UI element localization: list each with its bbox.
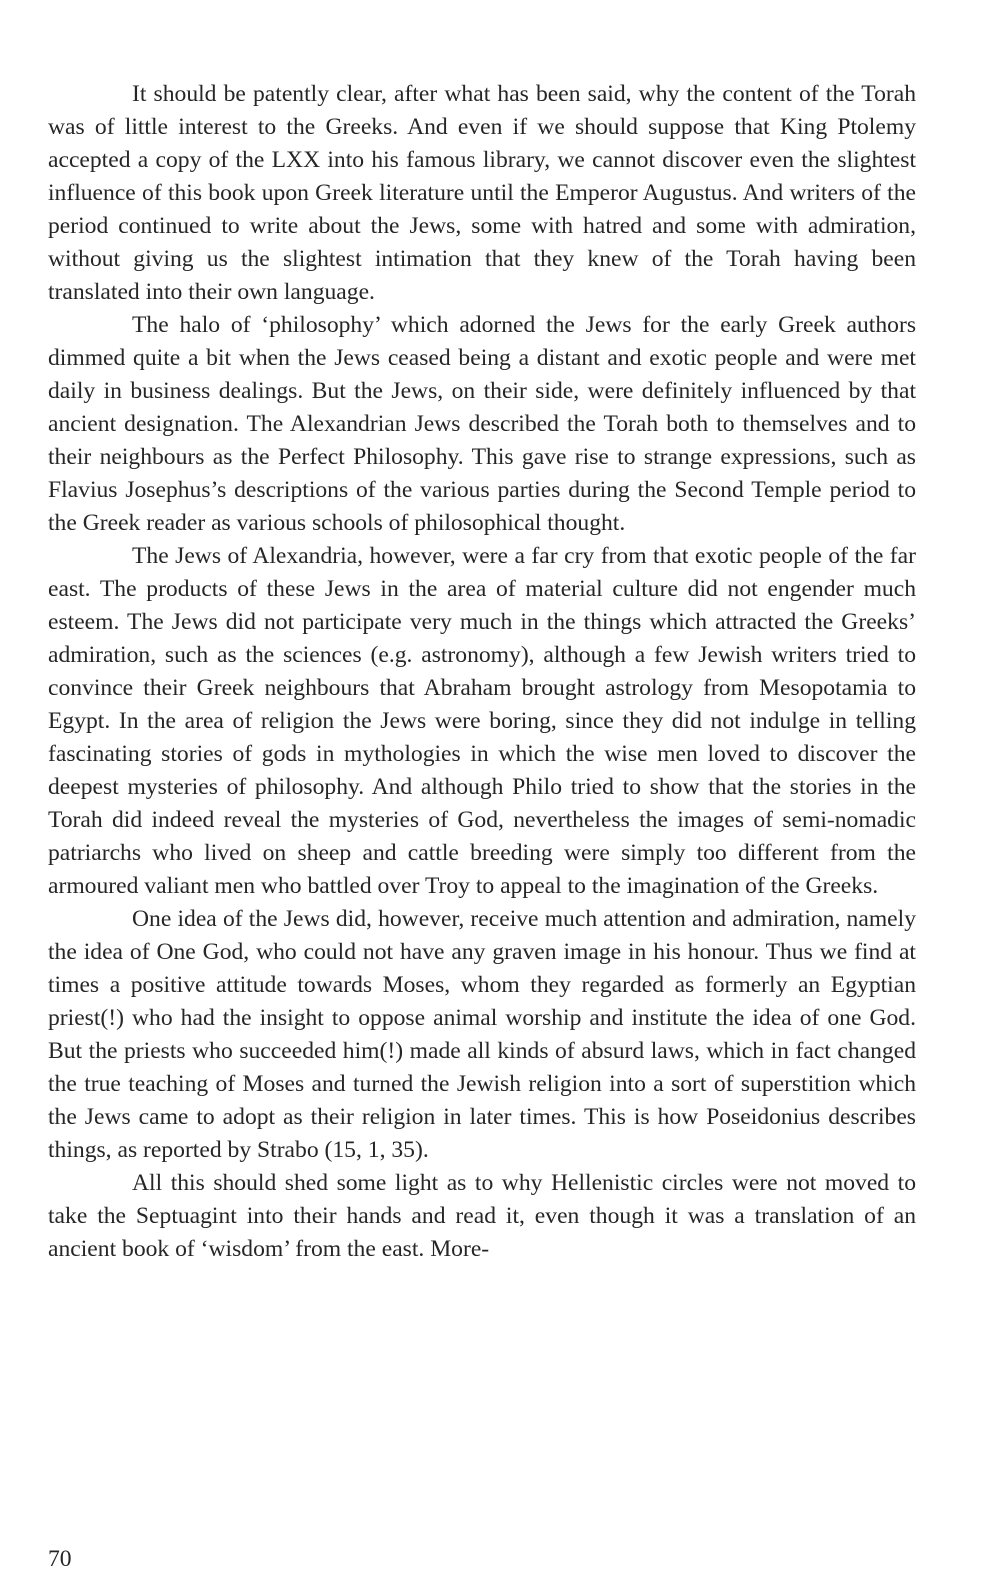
paragraph-2: The halo of ‘philosophy’ which adorned the Jews for the early Greek authors dimmed quite a bit when the Jews ceased being a distant and exotic people and were met daily in business dealings. But the Jews, on their side, were definitely influenced by that ancient designation. The Alexandrian Jews described the Torah both to themselves and to their neighbours as the Perfect Philosophy. This gave rise to strange expressions, such as Flavius Josephus’s descriptions of the various parties during the Second Temple period to the Greek reader as various schools of philosophical thought. bbox=[48, 312, 916, 536]
body-text bbox=[48, 78, 916, 1266]
paragraph-1: It should be patently clear, after what has been said, why the content of the Torah was of little interest to the Greeks. And even if we should suppose that King Ptolemy accepted a copy of the LXX into his famous library, we cannot discover even the slightest influence of this book upon Greek literature until the Emperor Augustus. And writers of the period continued to write about the Jews, some with hatred and some with admiration, without giving us the slightest intimation that they knew of the Torah having been translated into their own language. bbox=[48, 81, 916, 305]
paragraph-3: The Jews of Alexandria, however, were a far cry from that exotic people of the far east. The products of these Jews in the area of material culture did not engender much esteem. The Jews did not participate very much in the things which attracted the Greeks’ admiration, such as the sciences (e.g. astronomy), although a few Jewish writers tried to convince their Greek neighbours that Abraham brought astrology from Mesopotamia to Egypt. In the area of religion the Jews were boring, since they did not indulge in telling fascinating stories of gods in mythologies in which the wise men loved to discover the deepest mysteries of philosophy. And although Philo tried to show that the stories in the Torah did indeed reveal the mysteries of God, nevertheless the images of semi-nomadic patriarchs who lived on sheep and cattle breeding were simply too different from the armoured valiant men who battled over Troy to appeal to the imagination of the Greeks. bbox=[48, 543, 916, 899]
page-number: 70 bbox=[48, 1546, 72, 1572]
paragraph-5: All this should shed some light as to why Hellenistic circles were not moved to take the Septuagint into their hands and read it, even though it was a translation of an ancient book of ‘wisdom’ from the east. More- bbox=[48, 1170, 916, 1262]
paragraph-4: One idea of the Jews did, however, receive much attention and admiration, namely the idea of One God, who could not have any graven image in his honour. Thus we find at times a positive attitude towards Moses, whom they regarded as formerly an Egyptian priest(!) who had the insight to oppose animal worship and institute the idea of one God. But the priests who succeeded him(!) made all kinds of absurd laws, which in fact changed the true teaching of Moses and turned the Jewish religion into a sort of superstition which the Jews came to adopt as their religion in later times. This is how Poseidonius describes things, as reported by Strabo (15, 1, 35). bbox=[48, 906, 916, 1163]
